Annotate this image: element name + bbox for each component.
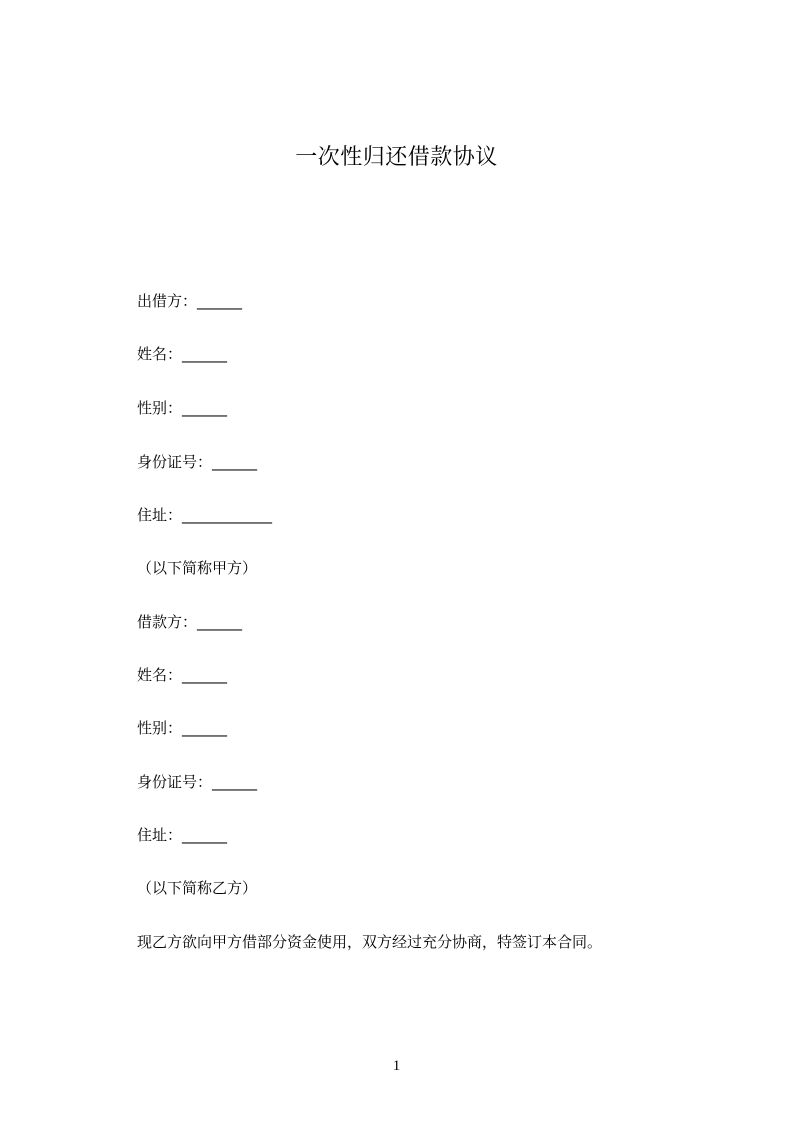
borrower-gender-line: 性别：______: [137, 719, 228, 737]
lender-label-line: 出借方：______: [137, 292, 243, 310]
lender-name-line: 姓名：______: [137, 345, 228, 363]
party-b-note: （以下简称乙方）: [137, 879, 258, 897]
borrower-label-line: 借款方：______: [137, 613, 243, 631]
page-number: 1: [392, 1058, 401, 1074]
party-a-note: （以下简称甲方）: [137, 559, 258, 577]
document-title: 一次性归还借款协议: [295, 145, 498, 170]
borrower-id-line: 身份证号：______: [137, 773, 258, 791]
lender-gender-line: 性别：______: [137, 399, 228, 417]
lender-address-line: 住址：____________: [137, 506, 273, 524]
borrower-name-line: 姓名：______: [137, 666, 228, 684]
agreement-intro-paragraph: 现乙方欲向甲方借部分资金使用，双方经过充分协商，特签订本合同。: [137, 933, 603, 951]
borrower-address-line: 住址：______: [137, 826, 228, 844]
lender-id-line: 身份证号：______: [137, 453, 258, 471]
